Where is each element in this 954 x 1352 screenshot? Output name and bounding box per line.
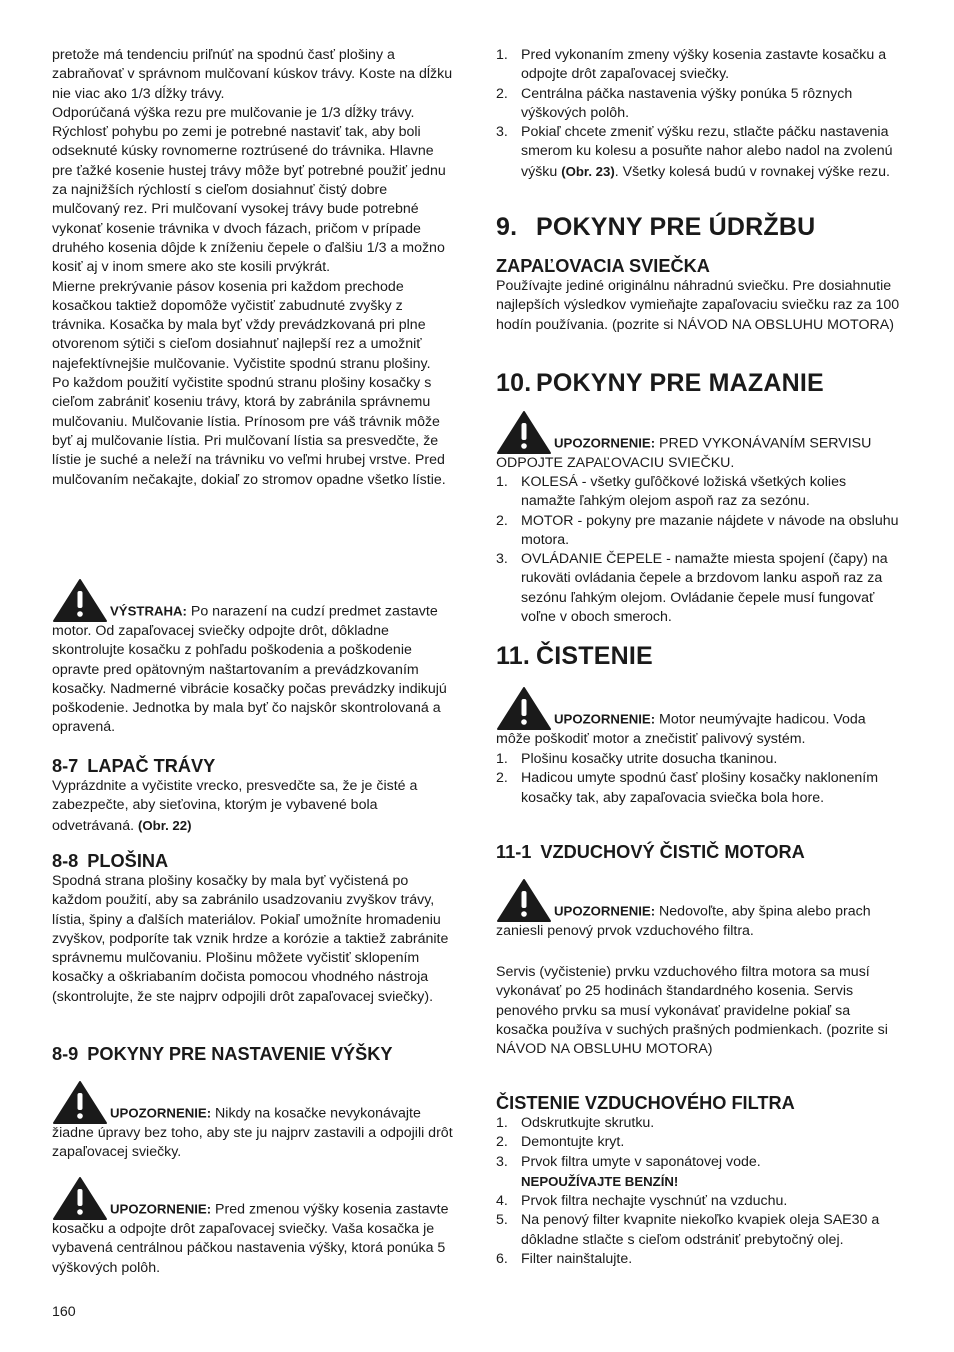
warning-text — [496, 878, 900, 941]
section-number: 11-1 — [496, 842, 532, 862]
list-item — [496, 1250, 900, 1269]
warning-text — [496, 410, 900, 473]
warning-body: Nedovoľte, aby špina alebo prach zaniesli penový prvok vzduchového filtra. — [496, 903, 871, 939]
item-text: . Všetky kolesá budú v rovnakej výške rezu. — [614, 163, 890, 180]
section-text — [52, 777, 456, 836]
item-text: KOLESÁ - všetky guľôčkové ložiská všetkých kolies namažte ľahkým olejom aspoň raz za sezónu. — [521, 474, 847, 510]
subsection-title: ČISTENIE VZDUCHOVÉHO FILTRA — [496, 1093, 795, 1113]
warning-icon — [496, 878, 552, 922]
list-item — [496, 1114, 900, 1133]
section-title: LAPAČ TRÁVY — [87, 756, 216, 776]
figure-ref: (Obr. 22) — [137, 817, 192, 833]
list-item — [496, 473, 900, 512]
item-text: Pred vykonaním zmeny výšky kosenia zastavte kosačku a odpojte drôt zapaľovacej sviečky. — [521, 47, 887, 83]
warning-label: UPOZORNENIE: — [554, 711, 656, 727]
warning-text — [52, 1080, 456, 1163]
warning-text — [52, 1176, 456, 1278]
section-title: PLOŠINA — [87, 851, 169, 871]
item-number: 1. — [496, 474, 508, 490]
warning-body: Nikdy na kosačke nevykonávajte žiadne úpravy bez toho, aby ste ju najprv zastavili a odpojili drôt zapaľovacej sviečky. — [52, 1105, 453, 1161]
list-item — [496, 550, 900, 627]
warning-label: UPOZORNENIE: — [110, 1201, 212, 1217]
chapter-number: 9. — [496, 213, 518, 241]
list-item — [496, 46, 900, 85]
warning-text — [496, 686, 900, 749]
warning-label: UPOZORNENIE: — [554, 435, 656, 451]
warning-icon — [52, 1176, 108, 1220]
item-text: Na penový filter kvapnite niekoľko kvapiek oleja SAE30 a dôkladne stlačte s cieľom odstrániť prebytočný olej. — [521, 1212, 880, 1248]
item-text: Prvok filtra umyte v saponátovej vode. — [521, 1153, 761, 1170]
section-8-8 — [52, 850, 456, 1007]
air-cleaner-text — [496, 963, 900, 1059]
item-number: 1. — [496, 1115, 508, 1131]
list-item — [496, 769, 900, 808]
list-item — [496, 85, 900, 124]
item-number: 6. — [496, 1251, 508, 1268]
list-item — [496, 512, 900, 551]
paragraph: pretože má tendenciu priľnúť na spodnú časť plošiny a zabraňovať v správnom mulčovaní kúskov trávy. Koste na dĺžku nie viac ako 1/3 dĺžky trávy. — [52, 47, 453, 102]
section-heading — [52, 755, 456, 777]
section-9 — [496, 212, 900, 242]
section-number: 8-8 — [52, 851, 79, 871]
item-number: 3. — [496, 124, 508, 141]
section-heading — [496, 841, 900, 863]
subsection-title: ZAPAĽOVACIA SVIEČKA — [496, 256, 710, 276]
item-number: 4. — [496, 1193, 508, 1210]
warning-icon — [496, 686, 552, 730]
figure-ref: (Obr. 23) — [561, 163, 615, 179]
item-text: Pokiaľ chcete zmeniť výšku rezu, stlačte páčku nastavenia smerom ku kolesu a posuňte nahor alebo nadol na zvolenú výšku — [521, 124, 893, 180]
item-number: 5. — [496, 1212, 508, 1229]
item-number: 3. — [496, 1153, 508, 1170]
item-number: 2. — [496, 770, 508, 787]
item-number: 2. — [496, 512, 508, 529]
item-number: 1. — [496, 751, 508, 767]
list-item — [496, 1133, 900, 1152]
warning-block — [52, 578, 456, 738]
paragraph: Po každom použití vyčistite spodnú stranu plošiny kosačky s cieľom zabrániť koseniu trávy, ktorá by zabránila správnemu mulčovaniu. Mulčovanie lístia. Prínosom pre váš trávnik môže byť aj mulčovanie lístia. Pri mulčovaní lístia sa presvedčte, že lístie je suché a neleží na trávniku vo veľmi hrubej vrstve. Pred mulčovaním nečakajte, dokiaľ zo stromov opadne všetko lístie. — [52, 375, 446, 488]
text: Vyprázdnite a vyčistite vrecko, presvedčte sa, že je čisté a zabezpečte, aby sieťovina, ktorým je vybavené bola odvetrávaná. — [52, 778, 418, 834]
numbered-list — [496, 46, 900, 182]
item-text: Plošinu kosačky utrite dosucha tkaninou. — [521, 751, 778, 767]
list-item — [496, 123, 900, 182]
section-text: Spodná strana plošiny kosačky by mala byť vyčistená po každom použití, aby sa zabránilo usadzovaniu zvyškov trávy, lístia, špiny a ďalších materiálov. Pokiaľ umožníte hromadeniu zvyškov, podporíte tak vznik hrdze a korózie a taktiež zabránite správnemu mulčovaniu. Plošinu môžete vyčistiť sklopením kosačky a oškriabaním dočista pomocou vhodného nástroja (skontrolujte, že ste najprv odpojili drôt zapaľovacej sviečky). — [52, 873, 449, 1005]
section-number: 8-9 — [52, 1044, 79, 1064]
section-8-7 — [52, 755, 456, 836]
item-number: 3. — [496, 551, 508, 568]
section-number: 8-7 — [52, 756, 79, 776]
lubrication-steps — [496, 473, 900, 627]
warning-block — [496, 410, 900, 473]
paragraph: Mierne prekrývanie pásov kosenia pri každom prechode kosačkou taktiež dopomôže vyčistiť zabudnuté zvyšky z trávnika. Kosačka by mala byť vždy prevádzkovaná pri plne otvorenom sýtiči s cieľom dosiahnuť najlepší rez a umožniť najefektívnejšie mulčovanie. Vyčistite spodnú stranu plošiny. — [52, 278, 431, 372]
item-text: Demontujte kryt. — [521, 1134, 625, 1151]
item-text: Centrálna páčka nastavenia výšky ponúka 5 rôznych výškových polôh. — [521, 85, 853, 121]
warning-label: UPOZORNENIE: — [554, 903, 656, 919]
list-item — [496, 750, 900, 769]
chapter-number: 11. — [496, 642, 530, 670]
item-number: 2. — [496, 1134, 508, 1151]
chapter-title: POKYNY PRE MAZANIE — [536, 369, 824, 397]
item-text: Prvok filtra nechajte vyschnúť na vzduchu. — [521, 1193, 788, 1210]
chapter-number: 10. — [496, 369, 532, 397]
item-text: Filter nainštalujte. — [521, 1251, 633, 1268]
section-11-1 — [496, 841, 900, 863]
warning-icon — [52, 578, 108, 622]
warning-text — [52, 578, 456, 738]
chapter-heading — [496, 212, 900, 242]
section-title: VZDUCHOVÝ ČISTIČ MOTORA — [540, 842, 805, 862]
intro-text — [52, 46, 456, 490]
list-item — [496, 1211, 900, 1250]
section-heading — [52, 850, 456, 872]
warning-body: PRED VYKONÁVANÍM SERVISU ODPOJTE ZAPAĽOVACIU SVIEČKU. — [496, 435, 872, 471]
warning-body: Po narazení na cudzí predmet zastavte motor. Od zapaľovacej sviečky odpojte drôt, dôkladne skontrolujte kosačku z pohľadu poškodenia a poškodenie opravte pred opätovným naštartovaním a prevádzkovaním kosačky. Nadmerné vibrácie kosačky počas prevádzky indikujú poškodenie. Jednotka by mala byť čo najskôr skontrolovaná a opravená. — [52, 603, 447, 736]
item-number: 1. — [496, 47, 508, 63]
chapter-title: POKYNY PRE ÚDRŽBU — [536, 213, 816, 241]
cleaning-steps — [496, 750, 900, 808]
warning-icon — [52, 1080, 108, 1124]
warning-body: Pred zmenou výšky kosenia zastavte kosačku a odpojte drôt zapaľovacej sviečky. Vaša kosačka je vybavená centrálnou páčkou nastavenia výšky, ktorá ponúka 5 výškových polôh. — [52, 1201, 449, 1276]
section-10 — [496, 368, 900, 398]
chapter-heading — [496, 641, 900, 671]
chapter-heading — [496, 368, 900, 398]
warning-block — [496, 686, 900, 749]
section-8-9 — [52, 1043, 456, 1065]
section-heading — [52, 1043, 456, 1065]
list-item — [496, 1153, 900, 1193]
chapter-title: ČISTENIE — [536, 642, 653, 670]
paragraph: Servis (vyčistenie) prvku vzduchového filtra motora sa musí vykonávať po 25 hodinách štandardného kosenia. Servis penového prvku sa musí vykonávať pravidelne pokiaľ sa kosačka používa v suchých prašných podmienkach. (pozrite si NÁVOD NA OBSLUHU MOTORA) — [496, 964, 888, 1058]
warning-block — [52, 1080, 456, 1163]
item-text: MOTOR - pokyny pre mazanie nájdete v návode na obsluhu motora. — [521, 512, 899, 548]
page-number: 160 — [52, 1304, 76, 1320]
warning-body: Motor neumývajte hadicou. Voda môže poškodiť motor a znečistiť palivový systém. — [496, 711, 866, 747]
section-title: POKYNY PRE NASTAVENIE VÝŠKY — [87, 1044, 393, 1064]
item-text: OVLÁDANIE ČEPELE - namažte miesta spojení (čapy) na rukoväti ovládania čepele a brzdovom lanku aspoň raz za sezónu ľahkým olejom. Ovládanie čepele musí fungovať voľne v oboch smeroch. — [521, 551, 888, 626]
section-11 — [496, 641, 900, 671]
height-steps — [496, 46, 900, 182]
paragraph: Odporúčaná výška rezu pre mulčovanie je 1/3 dĺžky trávy. Rýchlosť pohybu po zemi je potrebné nastaviť tak, aby boli odseknuté kúsky rovnomerne roztrúsené do trávnika. Hlavne pre ťažké kosenie hustej trávy môže byť potrebné použiť jednu za najnižších rýchlostí s cieľom dosiahnuť čistý dobre mulčovaný rez. Pri mulčovaní vysokej trávy bude potrebné vykonať kosenie trávnika v dvoch fázach, pričom v prípade druhého kosenia dôjde k zníženiu čepele o ďalšiu 1/3 a možno kosiť aj v inom smere ako ste kosili prvýkrát. — [52, 104, 446, 276]
warning-icon — [496, 410, 552, 454]
numbered-list — [496, 750, 900, 808]
item-text: Odskrutkujte skrutku. — [521, 1115, 655, 1131]
item-text: Hadicou umyte spodnú časť plošiny kosačky naklonením kosačky tak, aby zapaľovacia sviečka bola hore. — [521, 770, 879, 806]
subsection-text: Používajte jediné originálnu náhradnú sviečku. Pre dosiahnutie najlepších výsledkov vymieňajte zapaľovaciu sviečku raz za 100 hodín používania. (pozrite si NÁVOD NA OBSLUHU MOTORA) — [496, 278, 900, 333]
warning-label: VÝSTRAHA: — [110, 603, 187, 619]
item-number: 2. — [496, 85, 508, 102]
warning-label: UPOZORNENIE: — [110, 1105, 212, 1121]
filter-cleaning — [496, 1092, 900, 1269]
list-item — [496, 1192, 900, 1211]
warning-block — [52, 1176, 456, 1278]
warning-note: NEPOUŽÍVAJTE BENZÍN! — [521, 1173, 679, 1189]
numbered-list — [496, 1114, 900, 1269]
numbered-list — [496, 473, 900, 627]
warning-block — [496, 878, 900, 941]
subsection-spark-plug — [496, 255, 900, 335]
